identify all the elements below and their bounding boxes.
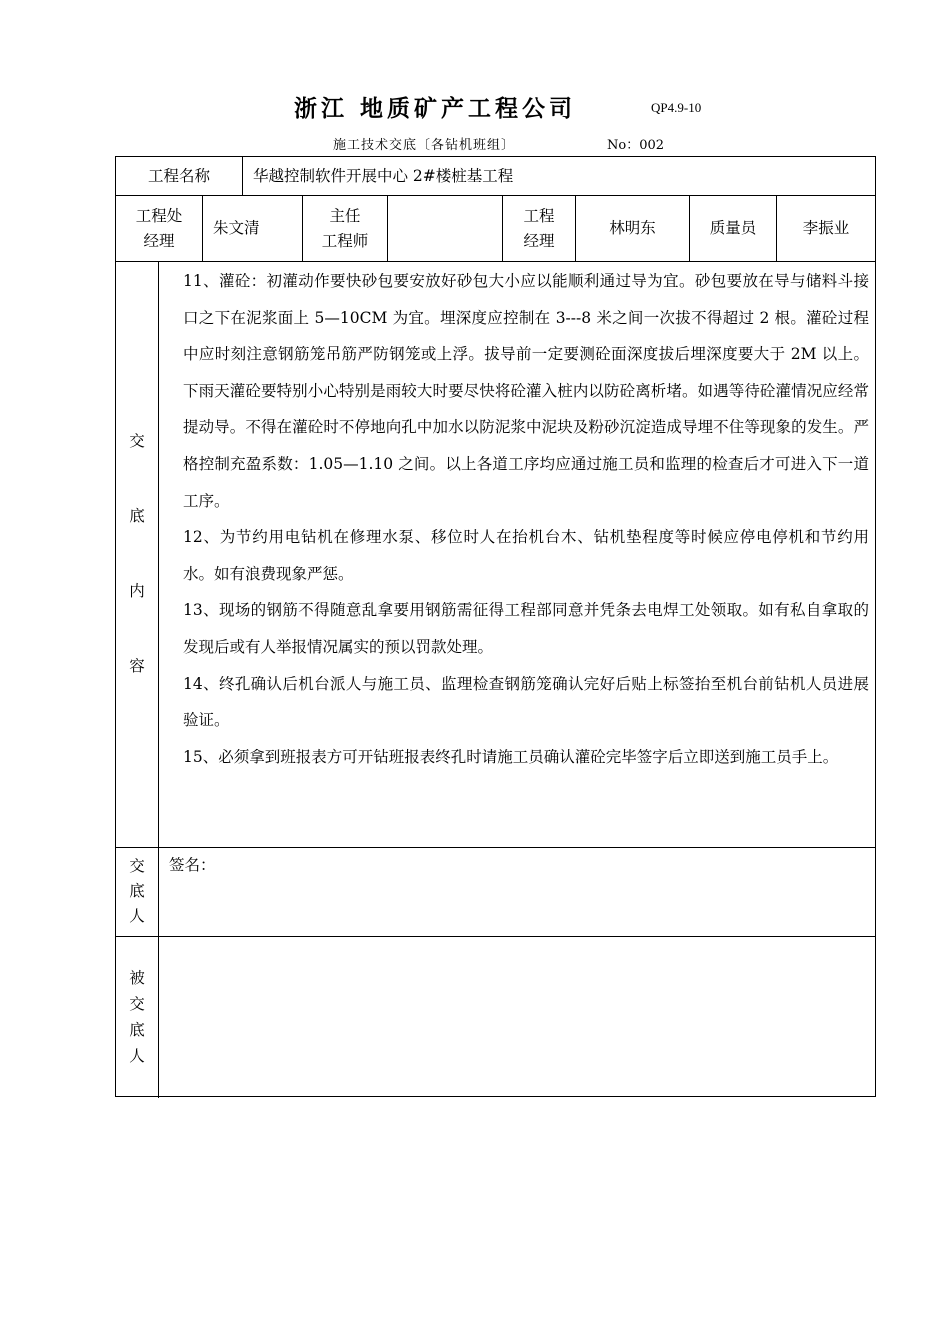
content-paragraph: 11、灌砼：初灌动作要快砂包要安放好砂包大小应以能顺利通过导为宜。砂包要放在导与储料斗接口之下在泥浆面上 5—10CM 为宜。埋深度应控制在 3---8 米之间一次拔不得超过 2 根。灌砼过程中应时刻注意钢筋笼吊筋严防钢笼或上浮。拔导前一定要测砼面深度拔后埋深度要大于 2M 以上。下雨天灌砼要特别小心特别是雨较大时要尽快将砼灌入桩内以防砼离析堵。如遇等待砼灌情况应经常提动导。不得在灌砼时不停地向孔中加水以防泥浆中泥块及粉砂沉淀造成导埋不住等现象的发生。严格控制充盈系数：1.05—1.10 之间。以上各道工序均应通过施工员和监理的检查后才可进入下一道工序。 xyxy=(183,272,869,510)
label-line: 经理 xyxy=(523,231,555,250)
label-char: 交 xyxy=(129,857,145,875)
label-char: 内 xyxy=(129,582,145,600)
disclosure-content xyxy=(183,263,869,775)
label-line: 工程处 xyxy=(135,206,183,225)
content-paragraph: 14、终孔确认后机台派人与施工员、监理检查钢筋笼确认完好后贴上标签抬至机台前钻机人员进展验证。 xyxy=(183,674,869,730)
label-line: 工程 xyxy=(523,206,555,225)
content-paragraph: 15、必须拿到班报表方可开钻班报表终孔时请施工员确认灌砼完毕签字后立即送到施工员手上。 xyxy=(183,747,839,766)
receiver-label xyxy=(116,965,158,1069)
label-line: 经理 xyxy=(143,231,175,250)
chief-engineer-label xyxy=(303,196,387,261)
row-divider xyxy=(116,936,875,937)
col-divider xyxy=(158,261,159,1098)
label-char: 底 xyxy=(129,1021,145,1039)
signature-label: 签名： xyxy=(169,856,216,874)
label-char: 人 xyxy=(129,907,145,925)
subtitle-text: 施工技术交底〔各钻机班组〕 xyxy=(333,138,516,153)
form-code: QP4.9-10 xyxy=(651,100,702,115)
label-char: 人 xyxy=(129,1047,145,1065)
label-line: 工程师 xyxy=(321,231,369,250)
quality-inspector-label: 质量员 xyxy=(709,219,757,237)
content-label xyxy=(116,429,158,729)
discloser-label xyxy=(116,854,158,929)
document-number: No：002 xyxy=(607,138,665,153)
project-name-value: 华越控制软件开展中心 2#楼桩基工程 xyxy=(253,166,514,185)
label-char: 被 xyxy=(129,969,145,987)
label-char: 交 xyxy=(129,432,145,450)
content-paragraph: 13、现场的钢筋不得随意乱拿要用钢筋需征得工程部同意并凭条去电焊工处领取。如有私自拿取的发现后或有人举报情况属实的预以罚款处理。 xyxy=(183,601,869,656)
department-manager-label xyxy=(116,196,202,261)
chief-engineer-value xyxy=(388,196,502,261)
disclosure-form xyxy=(115,156,876,1097)
label-line: 主任 xyxy=(329,206,361,225)
document-subtitle xyxy=(0,134,950,154)
document-title xyxy=(0,90,950,124)
department-manager-value: 朱文清 xyxy=(213,219,260,237)
company-name: 浙江 地质矿产工程公司 xyxy=(294,95,577,122)
row-divider xyxy=(116,261,875,262)
label-char: 交 xyxy=(129,995,145,1013)
project-name-label: 工程名称 xyxy=(147,166,210,185)
label-char: 底 xyxy=(129,507,145,525)
label-char: 底 xyxy=(129,882,145,900)
content-paragraph: 12、为节约用电钻机在修理水泵、移位时人在抬机台木、钻机垫程度等时候应停电停机和节约用水。如有浪费现象严惩。 xyxy=(183,528,869,583)
quality-inspector-value: 李振业 xyxy=(802,219,850,237)
label-char: 容 xyxy=(129,657,145,675)
project-manager-value: 林明东 xyxy=(609,219,656,237)
project-manager-label xyxy=(503,196,575,261)
row-divider xyxy=(116,847,875,848)
